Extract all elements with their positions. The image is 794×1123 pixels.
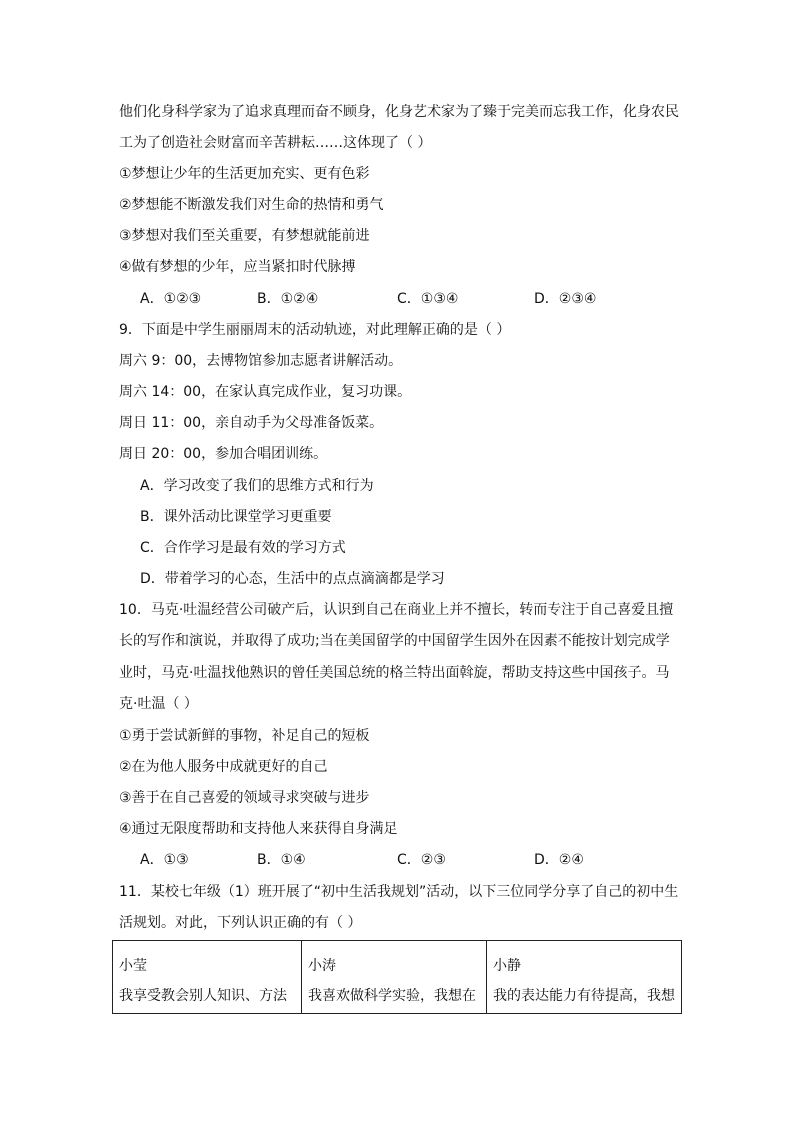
q10-option-d[interactable]: D．②④ xyxy=(534,852,584,868)
q10-stem-line-3: 业时，马克·吐温找他熟识的曾任美国总统的格兰特出面斡旋，帮助支持这些中国孩子。马 xyxy=(119,665,670,681)
q10-item-1: ①勇于尝试新鲜的事物，补足自己的短板 xyxy=(119,728,370,744)
q9-schedule-3: 周日 11：00，亲自动手为父母准备饭菜。 xyxy=(119,415,384,431)
q8-item-4: ④做有梦想的少年，应当紧扣时代脉搏 xyxy=(119,259,356,275)
q10-item-4: ④通过无限度帮助和支持他人来获得自身满足 xyxy=(119,821,398,837)
q10-item-3: ③善于在自己喜爱的领域寻求突破与进步 xyxy=(119,790,370,806)
q8-option-a[interactable]: A．①②③ xyxy=(140,291,202,307)
q10-stem-line-2: 长的写作和演说，并取得了成功;当在美国留学的中国留学生因外在因素不能按计划完成学 xyxy=(119,633,670,649)
student-plan: 我喜欢做科学实验，我想在 xyxy=(308,988,476,1004)
table-row xyxy=(113,941,682,1014)
q11-plan-table xyxy=(112,940,682,1014)
q10-stem-line-4: 克·吐温（ ） xyxy=(119,696,198,712)
q8-item-1: ①梦想让少年的生活更加充实、更有色彩 xyxy=(119,166,370,182)
student-plan: 我享受教会别人知识、方法 xyxy=(119,988,287,1004)
q11-stem-line-1: 11．某校七年级（1）班开展了“初中生活我规划”活动，以下三位同学分享了自己的初中生 xyxy=(119,884,679,900)
student-name: 小静 xyxy=(493,958,521,974)
student-name: 小涛 xyxy=(308,958,336,974)
q10-option-b[interactable]: B．①④ xyxy=(257,852,306,868)
q10-item-2: ②在为他人服务中成就更好的自己 xyxy=(119,759,328,775)
q8-stem-line-1: 他们化身科学家为了追求真理而奋不顾身，化身艺术家为了臻于完美而忘我工作，化身农民 xyxy=(119,104,679,120)
q9-choice-b[interactable]: B．课外活动比课堂学习更重要 xyxy=(140,509,332,525)
student-name: 小莹 xyxy=(119,958,147,974)
q9-choice-d[interactable]: D．带着学习的心态，生活中的点点滴滴都是学习 xyxy=(140,571,445,587)
q9-choice-c[interactable]: C．合作学习是最有效的学习方式 xyxy=(140,540,346,556)
q10-option-c[interactable]: C．②③ xyxy=(397,852,446,868)
q9-choice-a[interactable]: A．学习改变了我们的思维方式和行为 xyxy=(140,478,374,494)
q11-stem-line-2: 活规划。对此，下列认识正确的有（ ） xyxy=(119,915,362,931)
q9-schedule-1: 周六 9：00，去博物馆参加志愿者讲解活动。 xyxy=(119,353,403,369)
q9-schedule-2: 周六 14：00，在家认真完成作业，复习功课。 xyxy=(119,384,412,400)
q8-option-b[interactable]: B．①②④ xyxy=(257,291,319,307)
q9-schedule-4: 周日 20：00，参加合唱团训练。 xyxy=(119,446,328,462)
q8-option-c[interactable]: C．①③④ xyxy=(397,291,459,307)
q8-item-3: ③梦想对我们至关重要，有梦想就能前进 xyxy=(119,228,370,244)
table-cell-xiaojing xyxy=(487,941,682,1014)
table-cell-xiaotao xyxy=(302,941,487,1014)
q10-stem-line-1: 10．马克·吐温经营公司破产后，认识到自己在商业上并不擅长，转而专注于自己喜爱且擅 xyxy=(119,602,674,618)
table-cell-xiaoying xyxy=(113,941,302,1014)
q10-option-a[interactable]: A．①③ xyxy=(140,852,189,868)
q9-stem: 9．下面是中学生丽丽周末的活动轨迹，对此理解正确的是（ ） xyxy=(119,322,511,338)
q8-option-d[interactable]: D．②③④ xyxy=(534,291,597,307)
q8-stem-line-2: 工为了创造社会财富而辛苦耕耘……这体现了（ ） xyxy=(119,135,432,151)
student-plan: 我的表达能力有待提高，我想 xyxy=(493,988,675,1004)
q8-item-2: ②梦想能不断激发我们对生命的热情和勇气 xyxy=(119,197,384,213)
